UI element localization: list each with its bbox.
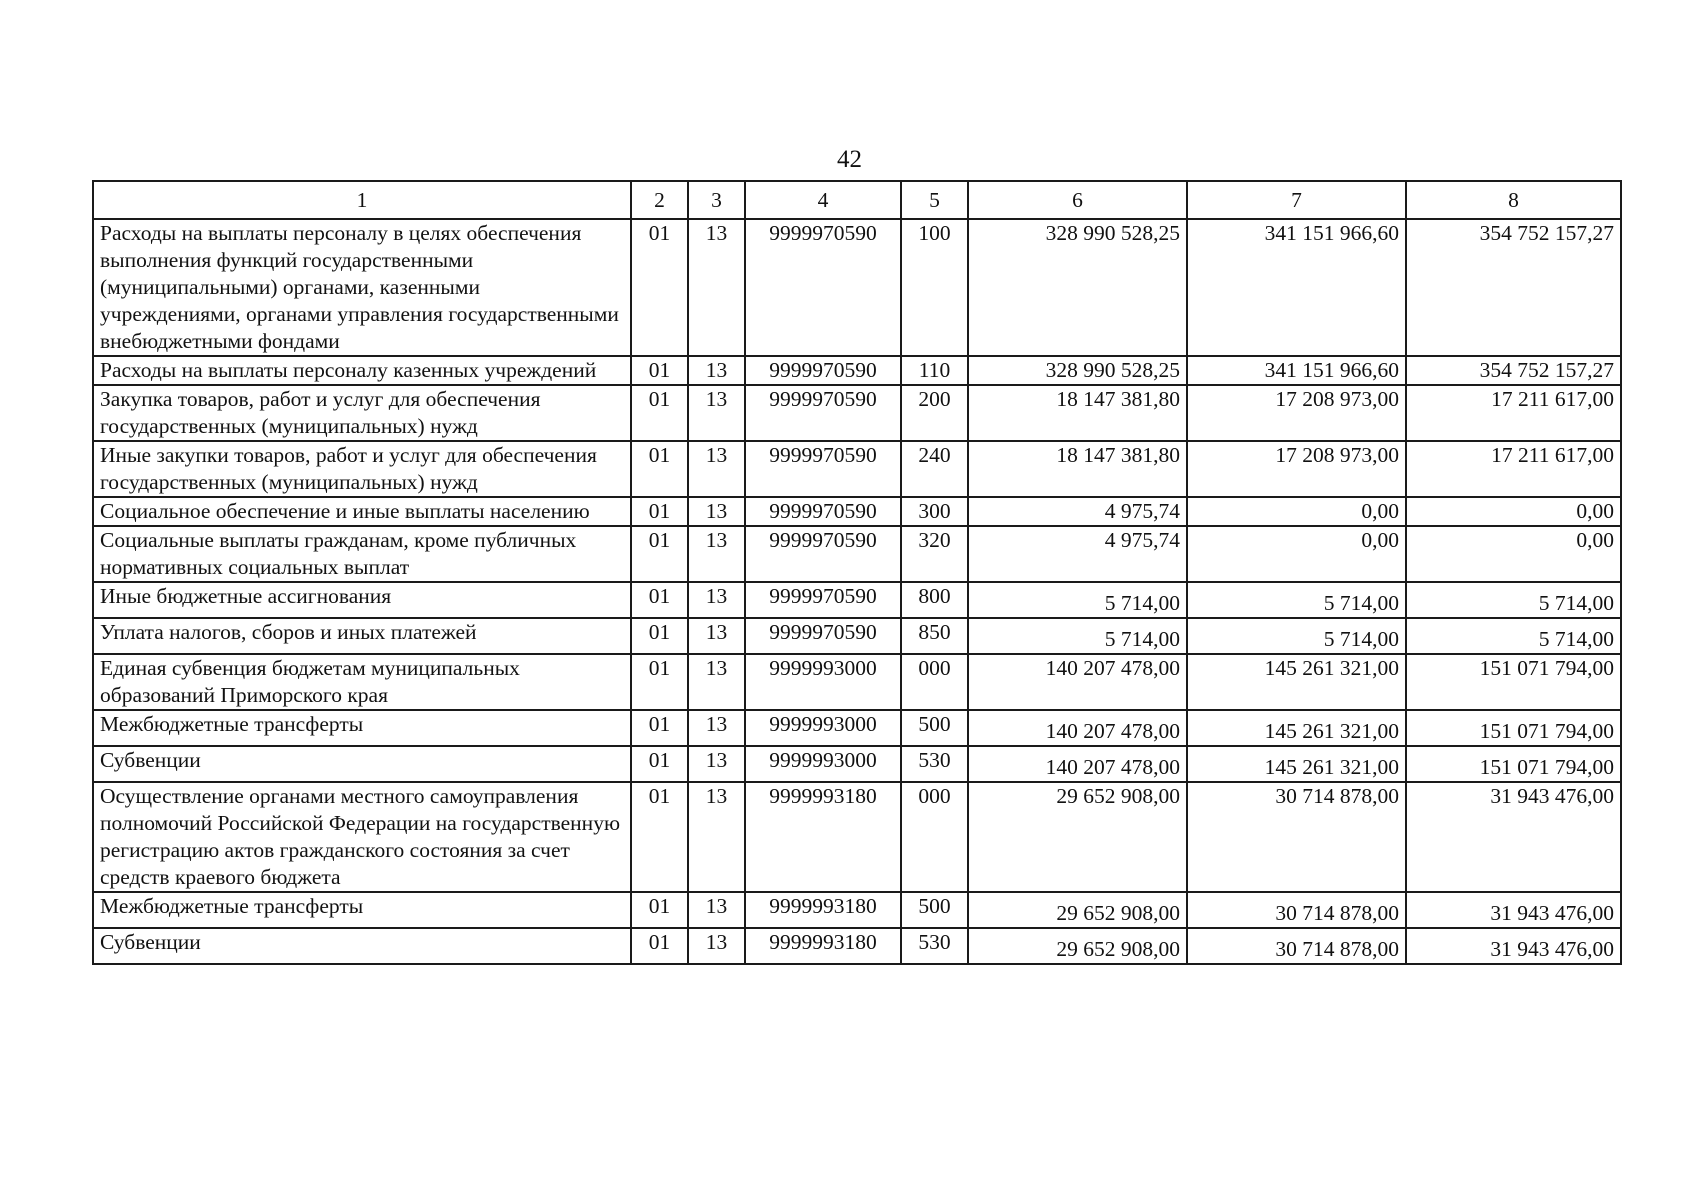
row-expense-type: 320: [901, 526, 968, 582]
row-target-code: 9999970590: [745, 497, 901, 526]
row-amount-col8: 151 071 794,00: [1406, 654, 1621, 710]
row-amount-col8: 31 943 476,00: [1406, 782, 1621, 892]
row-expense-type: 000: [901, 782, 968, 892]
row-name: Социальные выплаты гражданам, кроме публичных нормативных социальных выплат: [93, 526, 631, 582]
row-section: 01: [631, 219, 688, 356]
row-amount-col6: 5 714,00: [968, 582, 1187, 618]
row-subsection: 13: [688, 710, 745, 746]
row-target-code: 9999970590: [745, 356, 901, 385]
row-amount-col6: 5 714,00: [968, 618, 1187, 654]
row-amount-col6: 29 652 908,00: [968, 928, 1187, 964]
row-expense-type: 850: [901, 618, 968, 654]
row-target-code: 9999970590: [745, 618, 901, 654]
row-target-code: 9999993180: [745, 892, 901, 928]
row-target-code: 9999970590: [745, 582, 901, 618]
row-name: Закупка товаров, работ и услуг для обеспечения государственных (муниципальных) нужд: [93, 385, 631, 441]
header-col-7: 7: [1187, 181, 1406, 219]
row-amount-col7: 145 261 321,00: [1187, 654, 1406, 710]
row-amount-col8: 5 714,00: [1406, 582, 1621, 618]
row-amount-col6: 140 207 478,00: [968, 746, 1187, 782]
row-amount-col6: 140 207 478,00: [968, 654, 1187, 710]
row-expense-type: 500: [901, 710, 968, 746]
row-subsection: 13: [688, 892, 745, 928]
row-name: Единая субвенция бюджетам муниципальных образований Приморского края: [93, 654, 631, 710]
row-section: 01: [631, 356, 688, 385]
row-target-code: 9999993000: [745, 710, 901, 746]
row-amount-col8: 17 211 617,00: [1406, 385, 1621, 441]
row-section: 01: [631, 782, 688, 892]
header-col-4: 4: [745, 181, 901, 219]
table-row: [93, 441, 1621, 497]
row-name: Осуществление органами местного самоуправления полномочий Российской Федерации на государственную регистрацию актов гражданского состояния за счет средств краевого бюджета: [93, 782, 631, 892]
row-subsection: 13: [688, 356, 745, 385]
row-expense-type: 110: [901, 356, 968, 385]
row-name: Расходы на выплаты персоналу в целях обеспечения выполнения функций государственными (муниципальными) органами, казенными учреждениями, органами управления государственными внебюджетными фондами: [93, 219, 631, 356]
row-section: 01: [631, 928, 688, 964]
row-amount-col7: 341 151 966,60: [1187, 356, 1406, 385]
row-name: Межбюджетные трансферты: [93, 892, 631, 928]
row-amount-col8: 31 943 476,00: [1406, 928, 1621, 964]
row-amount-col6: 29 652 908,00: [968, 782, 1187, 892]
row-expense-type: 300: [901, 497, 968, 526]
row-target-code: 9999993000: [745, 654, 901, 710]
row-expense-type: 200: [901, 385, 968, 441]
table-row: [93, 526, 1621, 582]
row-amount-col7: 30 714 878,00: [1187, 928, 1406, 964]
header-col-5: 5: [901, 181, 968, 219]
row-amount-col8: 5 714,00: [1406, 618, 1621, 654]
row-subsection: 13: [688, 526, 745, 582]
table-row: [93, 746, 1621, 782]
header-row: [93, 181, 1621, 219]
row-target-code: 9999970590: [745, 219, 901, 356]
row-target-code: 9999993180: [745, 782, 901, 892]
row-target-code: 9999993180: [745, 928, 901, 964]
table-row: [93, 710, 1621, 746]
row-subsection: 13: [688, 746, 745, 782]
row-section: 01: [631, 746, 688, 782]
row-section: 01: [631, 710, 688, 746]
budget-table: [92, 180, 1622, 965]
header-col-8: 8: [1406, 181, 1621, 219]
row-target-code: 9999970590: [745, 526, 901, 582]
row-subsection: 13: [688, 782, 745, 892]
header-col-2: 2: [631, 181, 688, 219]
table-header: [93, 181, 1621, 219]
row-target-code: 9999970590: [745, 385, 901, 441]
row-subsection: 13: [688, 441, 745, 497]
row-amount-col7: 341 151 966,60: [1187, 219, 1406, 356]
table-body: [93, 219, 1621, 964]
header-col-6: 6: [968, 181, 1187, 219]
row-subsection: 13: [688, 582, 745, 618]
row-amount-col6: 328 990 528,25: [968, 219, 1187, 356]
row-amount-col8: 151 071 794,00: [1406, 746, 1621, 782]
row-name: Уплата налогов, сборов и иных платежей: [93, 618, 631, 654]
row-section: 01: [631, 654, 688, 710]
page-number: 42: [837, 146, 862, 173]
row-amount-col6: 18 147 381,80: [968, 385, 1187, 441]
row-amount-col7: 5 714,00: [1187, 618, 1406, 654]
row-subsection: 13: [688, 385, 745, 441]
row-section: 01: [631, 497, 688, 526]
row-section: 01: [631, 618, 688, 654]
row-amount-col7: 17 208 973,00: [1187, 385, 1406, 441]
row-name: Иные бюджетные ассигнования: [93, 582, 631, 618]
row-target-code: 9999970590: [745, 441, 901, 497]
row-expense-type: 800: [901, 582, 968, 618]
row-subsection: 13: [688, 497, 745, 526]
row-amount-col8: 151 071 794,00: [1406, 710, 1621, 746]
row-section: 01: [631, 441, 688, 497]
table-row: [93, 497, 1621, 526]
row-section: 01: [631, 582, 688, 618]
row-amount-col8: 31 943 476,00: [1406, 892, 1621, 928]
row-name: Субвенции: [93, 928, 631, 964]
row-subsection: 13: [688, 219, 745, 356]
row-amount-col7: 0,00: [1187, 497, 1406, 526]
row-expense-type: 100: [901, 219, 968, 356]
table-row: [93, 582, 1621, 618]
row-amount-col6: 140 207 478,00: [968, 710, 1187, 746]
row-name: Субвенции: [93, 746, 631, 782]
row-expense-type: 530: [901, 928, 968, 964]
row-expense-type: 500: [901, 892, 968, 928]
row-section: 01: [631, 385, 688, 441]
row-amount-col7: 0,00: [1187, 526, 1406, 582]
table-row: [93, 928, 1621, 964]
row-subsection: 13: [688, 618, 745, 654]
row-amount-col7: 30 714 878,00: [1187, 782, 1406, 892]
row-amount-col7: 17 208 973,00: [1187, 441, 1406, 497]
table-row: [93, 356, 1621, 385]
row-expense-type: 000: [901, 654, 968, 710]
row-amount-col6: 29 652 908,00: [968, 892, 1187, 928]
row-name: Расходы на выплаты персоналу казенных учреждений: [93, 356, 631, 385]
row-amount-col7: 30 714 878,00: [1187, 892, 1406, 928]
row-amount-col7: 5 714,00: [1187, 582, 1406, 618]
row-expense-type: 240: [901, 441, 968, 497]
table-row: [93, 654, 1621, 710]
row-section: 01: [631, 892, 688, 928]
row-amount-col7: 145 261 321,00: [1187, 710, 1406, 746]
row-name: Социальное обеспечение и иные выплаты населению: [93, 497, 631, 526]
row-amount-col6: 4 975,74: [968, 526, 1187, 582]
row-amount-col6: 18 147 381,80: [968, 441, 1187, 497]
row-amount-col8: 0,00: [1406, 526, 1621, 582]
row-amount-col8: 0,00: [1406, 497, 1621, 526]
row-subsection: 13: [688, 928, 745, 964]
header-col-1: 1: [93, 181, 631, 219]
table-row: [93, 219, 1621, 356]
table-row: [93, 892, 1621, 928]
row-name: Иные закупки товаров, работ и услуг для обеспечения государственных (муниципальных) нужд: [93, 441, 631, 497]
header-col-3: 3: [688, 181, 745, 219]
row-name: Межбюджетные трансферты: [93, 710, 631, 746]
row-amount-col8: 354 752 157,27: [1406, 356, 1621, 385]
row-expense-type: 530: [901, 746, 968, 782]
table-row: [93, 618, 1621, 654]
row-section: 01: [631, 526, 688, 582]
row-subsection: 13: [688, 654, 745, 710]
row-target-code: 9999993000: [745, 746, 901, 782]
row-amount-col8: 17 211 617,00: [1406, 441, 1621, 497]
row-amount-col6: 328 990 528,25: [968, 356, 1187, 385]
row-amount-col7: 145 261 321,00: [1187, 746, 1406, 782]
table-row: [93, 385, 1621, 441]
table-row: [93, 782, 1621, 892]
row-amount-col8: 354 752 157,27: [1406, 219, 1621, 356]
row-amount-col6: 4 975,74: [968, 497, 1187, 526]
